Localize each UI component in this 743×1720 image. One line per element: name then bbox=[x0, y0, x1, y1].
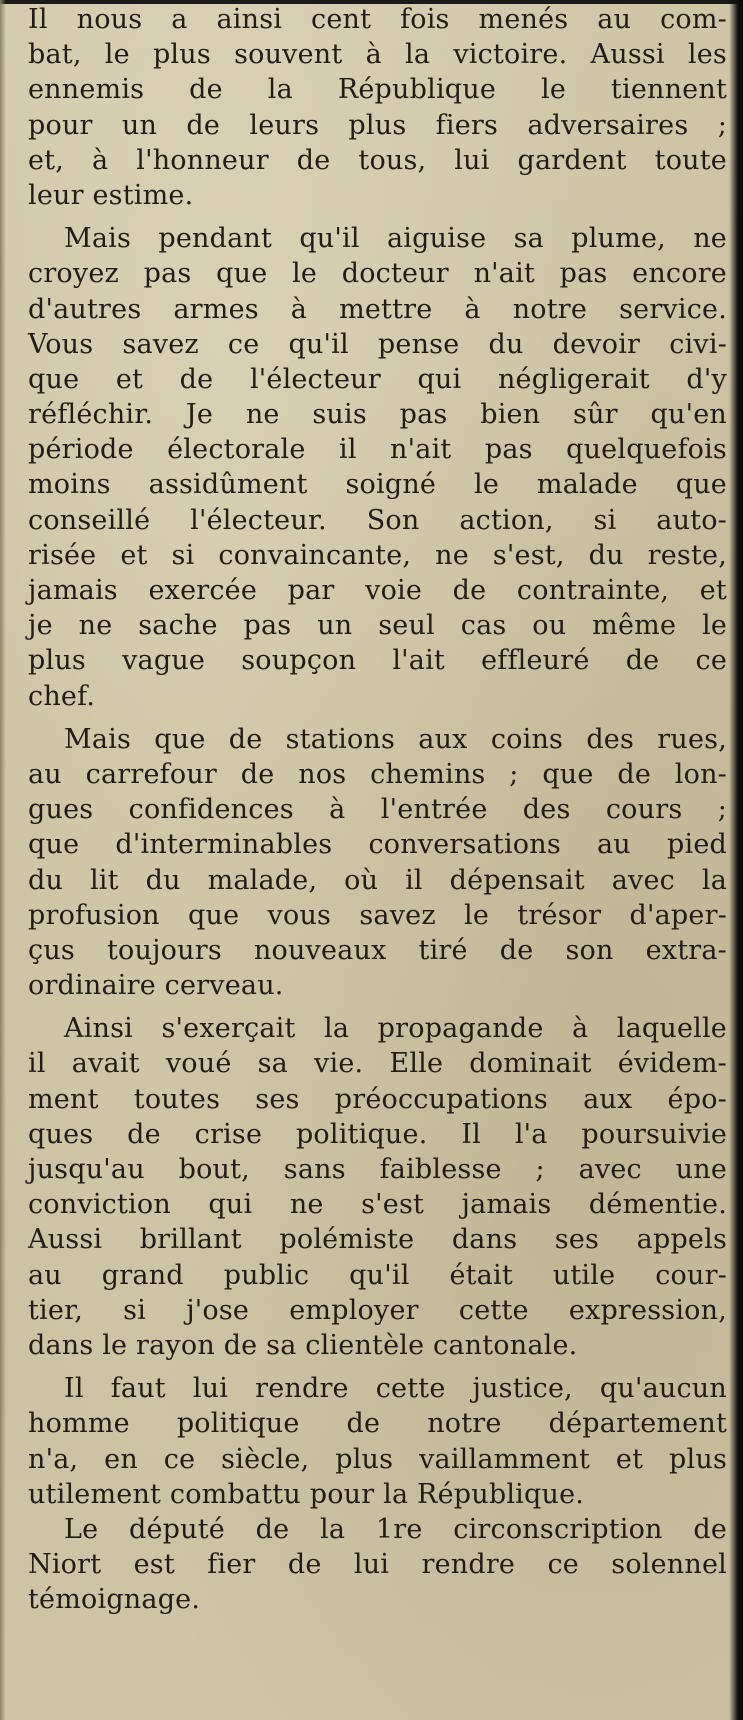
text-line: bat, le plus souvent à la victoire. Aussi les bbox=[28, 39, 727, 71]
paragraph-1 bbox=[28, 2, 727, 213]
text-line: dans le rayon de sa clientèle cantonale. bbox=[28, 1329, 578, 1361]
paragraph-3 bbox=[28, 722, 727, 1004]
text-line: n'a, en ce siècle, plus vaillamment et plus bbox=[28, 1443, 727, 1475]
text-line: que et de l'électeur qui négligerait d'y bbox=[28, 363, 727, 395]
paragraph-gap bbox=[28, 1003, 727, 1011]
text-line: et, à l'honneur de tous, lui gardent toute bbox=[28, 144, 727, 176]
text-line: que d'interminables conversations au pied bbox=[28, 829, 727, 861]
text-line: Vous savez ce qu'il pense du devoir civi- bbox=[28, 328, 727, 360]
text-line: jusqu'au bout, sans faiblesse ; avec une bbox=[28, 1154, 727, 1185]
text-line: Niort est fier de lui rendre ce solennel bbox=[28, 1549, 727, 1581]
text-line: moins assidûment soigné le malade que bbox=[28, 469, 727, 501]
text-line: Le député de la 1re circonscription de bbox=[64, 1513, 727, 1545]
text-line: homme politique de notre département bbox=[28, 1408, 727, 1440]
text-line: je ne sache pas un seul cas ou même le bbox=[28, 610, 727, 642]
text-line: au grand public qu'il était utile cour- bbox=[28, 1259, 727, 1291]
text-line: jamais exercée par voie de contrainte, et bbox=[28, 575, 727, 606]
text-line: conviction qui ne s'est jamais démentie. bbox=[28, 1189, 727, 1221]
text-line: ordinaire cerveau. bbox=[28, 970, 284, 1002]
text-line: tier, si j'ose employer cette expression, bbox=[28, 1294, 727, 1326]
text-line: au carrefour de nos chemins ; que de lon- bbox=[28, 758, 727, 790]
text-line: il avait voué sa vie. Elle dominait évidem- bbox=[28, 1048, 727, 1080]
text-line: çus toujours nouveaux tiré de son extra- bbox=[28, 934, 727, 966]
text-line: Mais pendant qu'il aiguise sa plume, ne bbox=[64, 223, 727, 255]
text-line: du lit du malade, où il dépensait avec la bbox=[28, 864, 727, 896]
paragraph-gap bbox=[28, 1363, 727, 1371]
text-line: ment toutes ses préoccupations aux épo- bbox=[28, 1083, 727, 1115]
article-column bbox=[28, 2, 727, 1617]
text-line: Il nous a ainsi cent fois menés au com- bbox=[28, 4, 727, 35]
text-line: Il faut lui rendre cette justice, qu'aucun bbox=[64, 1373, 727, 1405]
text-line: Ainsi s'exerçait la propagande à laquelle bbox=[64, 1013, 727, 1045]
paragraph-gap bbox=[28, 213, 727, 221]
text-line: gues confidences à l'entrée des cours ; bbox=[28, 794, 727, 826]
text-line: leur estime. bbox=[28, 179, 194, 211]
text-line: plus vague soupçon l'ait effleuré de ce bbox=[28, 645, 727, 677]
text-line: profusion que vous savez le trésor d'aper- bbox=[28, 899, 727, 931]
text-line: période électorale il n'ait pas quelquefois bbox=[28, 434, 727, 466]
text-line: utilement combattu pour la République. bbox=[28, 1478, 585, 1510]
scan-left-edge bbox=[0, 0, 6, 1720]
text-line: d'autres armes à mettre à notre service. bbox=[28, 293, 727, 325]
text-line: croyez pas que le docteur n'ait pas encore bbox=[28, 258, 727, 290]
scan-right-edge bbox=[729, 0, 743, 1720]
text-line: réfléchir. Je ne suis pas bien sûr qu'en bbox=[28, 399, 727, 431]
text-line: Mais que de stations aux coins des rues, bbox=[64, 723, 727, 755]
paragraph-4 bbox=[28, 1011, 727, 1363]
text-line: ques de crise politique. Il l'a poursuivie bbox=[28, 1118, 727, 1150]
text-line: ennemis de la République le tiennent bbox=[28, 74, 727, 106]
text-line: conseillé l'électeur. Son action, si auto- bbox=[28, 504, 727, 536]
paragraph-2 bbox=[28, 221, 727, 714]
text-line: chef. bbox=[28, 680, 96, 712]
text-line: témoignage. bbox=[28, 1584, 201, 1616]
paragraph-gap bbox=[28, 714, 727, 722]
paragraph-6 bbox=[28, 1512, 727, 1618]
text-line: pour un de leurs plus fiers adversaires ; bbox=[28, 109, 727, 141]
text-line: risée et si convaincante, ne s'est, du reste, bbox=[28, 539, 727, 571]
text-line: Aussi brillant polémiste dans ses appels bbox=[28, 1224, 727, 1256]
paragraph-5 bbox=[28, 1371, 727, 1512]
